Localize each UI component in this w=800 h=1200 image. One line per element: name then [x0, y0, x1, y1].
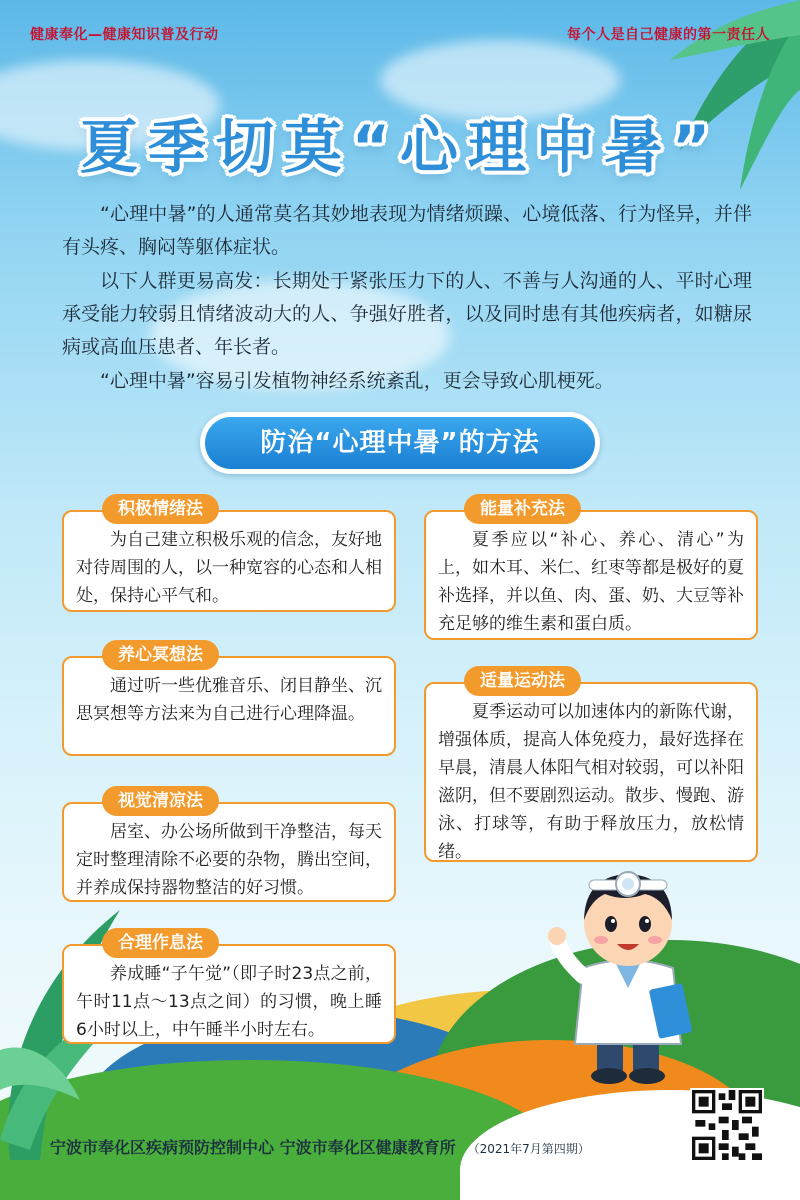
method-card-text: 夏季运动可以加速体内的新陈代谢，增强体质，提高人体免疫力，最好选择在早晨，清晨人体阳气相对较弱，可以补阳滋阴，但不要剧烈运动。散步、慢跑、游泳、打球等，有助于释放压力，放松情绪。 [438, 702, 744, 862]
method-card-text: 居室、办公场所做到干净整洁，每天定时整理清除不必要的杂物，腾出空间，并养成保持器物整洁的好习惯。 [76, 822, 382, 898]
method-card [62, 494, 396, 612]
method-card [62, 928, 396, 1044]
method-card [424, 494, 758, 640]
intro-paragraph: 以下人群更易高发：长期处于紧张压力下的人、不善与人沟通的人、平时心理承受能力较弱且情绪波动大的人、争强好胜者，以及同时患有其他疾病者，如糖尿病或高血压患者、年长者。 [62, 270, 752, 358]
intro-paragraph: “心理中暑”容易引发植物神经系统紊乱，更会导致心肌梗死。 [100, 370, 614, 392]
method-card-body [62, 656, 396, 756]
method-card-body [424, 510, 758, 640]
methods-heading [200, 412, 600, 474]
footer-issue-date: （2021年7月第四期） [467, 1142, 590, 1156]
intro-paragraph: “心理中暑”的人通常莫名其妙地表现为情绪烦躁、心境低落、行为怪异，并伴有头疼、胸闷等躯体症状。 [62, 203, 752, 258]
page-title: 夏季切莫“心理中暑” [79, 113, 721, 181]
footer-organization: 宁波市奉化区疾病预防控制中心 宁波市奉化区健康教育所 [50, 1138, 456, 1157]
methods-heading-label: 防治“心理中暑”的方法 [205, 417, 595, 469]
method-card-body [62, 802, 396, 902]
method-card-label: 适量运动法 [464, 666, 581, 696]
method-card-label: 养心冥想法 [102, 640, 219, 670]
method-card-body [62, 510, 396, 612]
method-card-label: 积极情绪法 [102, 494, 219, 524]
doctor-icon [545, 858, 715, 1088]
method-card [62, 786, 396, 902]
method-card-label: 视觉清凉法 [102, 786, 219, 816]
method-card-label: 合理作息法 [102, 928, 219, 958]
header-slogan-right: 每个人是自己健康的第一责任人 [567, 27, 770, 43]
method-card-body [62, 944, 396, 1044]
method-card-body [424, 682, 758, 862]
method-card [424, 666, 758, 862]
footer [50, 1135, 590, 1158]
method-card-label: 能量补充法 [464, 494, 581, 524]
method-card-text: 为自己建立积极乐观的信念，友好地对待周围的人，以一种宽容的心态和人相处，保持心平气和。 [76, 530, 382, 606]
intro-text [62, 198, 752, 399]
qr-code-icon [690, 1088, 764, 1162]
method-card-text: 通过听一些优雅音乐、闭目静坐、沉思冥想等方法来为自己进行心理降温。 [76, 676, 382, 724]
method-card-text: 夏季应以“补心、养心、清心”为上，如木耳、米仁、红枣等都是极好的夏补选择，并以鱼、肉、蛋、奶、大豆等补充足够的维生素和蛋白质。 [438, 530, 744, 634]
header-slogan-left: 健康奉化—健康知识普及行动 [30, 27, 219, 43]
method-card [62, 640, 396, 756]
method-card-text: 养成睡“子午觉”（即子时23点之前，午时11点～13点之间）的习惯，晚上睡6小时以上，中午睡半小时左右。 [76, 964, 382, 1040]
